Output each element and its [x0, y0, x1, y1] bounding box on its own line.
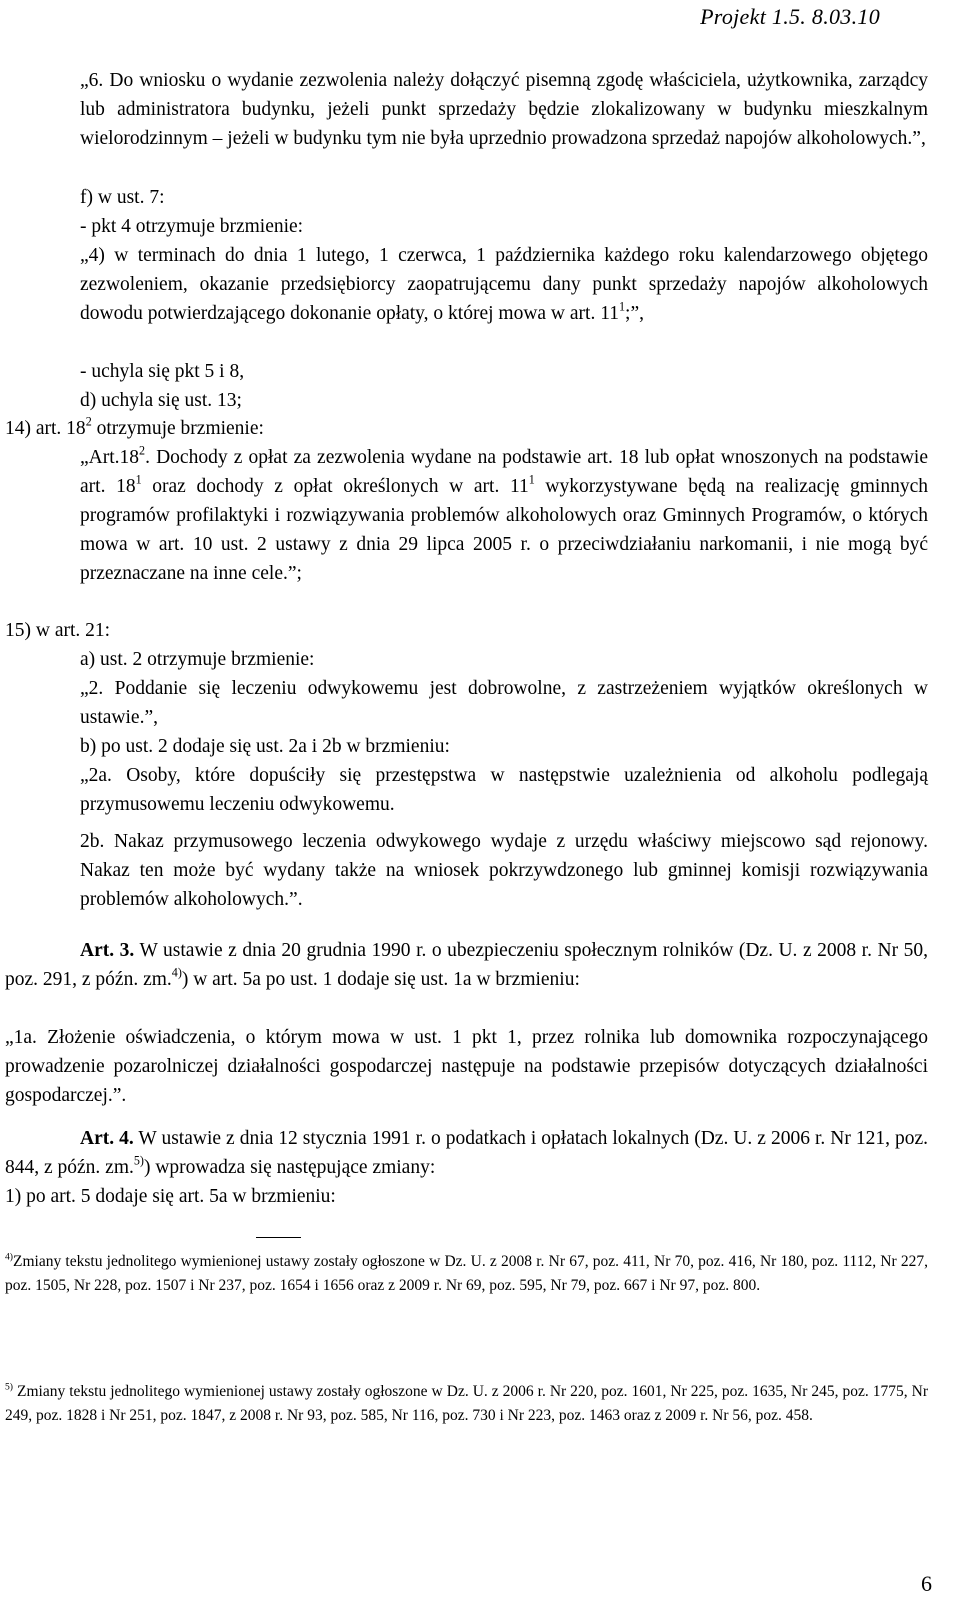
footnote-4-mark: 4): [5, 1251, 13, 1263]
item-f: f) w ust. 7:: [80, 187, 165, 208]
item-15: 15) w art. 21:: [5, 620, 111, 641]
art-3: Art. 3. W ustawie z dnia 20 grudnia 1990 r. o ubezpieczeniu społecznym rolników (Dz. U. z 2008 r. Nr 50, poz. 291, z późn. zm.$^{4)}$) w art. 5a po ust. 1 dodaje się ust. 1a w brzmieniu:: [5, 940, 928, 990]
item-1: 1) po art. 5 dodaje się art. 5a w brzmieniu:: [5, 1186, 336, 1207]
page-number: 6: [921, 1571, 932, 1596]
art-4-label: Art. 4.: [80, 1128, 134, 1149]
footnote-4: $^{4)}$Zmiany tekstu jednolitego wymienionej ustawy zostały ogłoszone w Dz. U. z 2008 r. Nr 67, poz. 411, Nr 70, poz. 416, Nr 180, poz. 1112, Nr 227, poz. 1505, Nr 228, poz. 1507 i Nr 237, poz. 1654 i 1656 oraz z 2009 r. Nr 69, poz. 595, Nr 79, poz. 667 i Nr 97, poz. 800.: [5, 1251, 928, 1294]
ust-1a-text: „1a. Złożenie oświadczenia, o którym mowa w ust. 1 pkt 1, przez rolnika lub domownika rozpoczynającego prowadzenie pozarolniczej działalności gospodarczej następuje na podstawie przepisów dotyczących działalności gospodarczej.”.: [5, 1027, 928, 1106]
paragraph-6: „6. Do wniosku o wydanie zezwolenia należy dołączyć pisemną zgodę właściciela, użytkownika, zarządcy lub administratora budynku, jeżeli punkt sprzedaży będzie zlokalizowany w budynku mieszkalnym wielorodzinnym – jeżeli w budynku tym nie była uprzednio prowadzona sprzedaż napojów alkoholowych.”,: [80, 70, 928, 149]
ust-2-text: „2. Poddanie się leczeniu odwykowemu jest dobrowolne, z zastrzeżeniem wyjątków określonych w ustawie.”,: [80, 678, 928, 728]
project-header: Projekt 1.5. 8.03.10: [700, 4, 880, 29]
item-b: b) po ust. 2 dodaje się ust. 2a i 2b w brzmieniu:: [80, 736, 450, 757]
art-18-2-text: $„Art.18^2$. Dochody z opłat za zezwolenia wydane na podstawie art. 18 lub opłat wnoszonych na podstawie art. $18^1$ oraz dochody z opłat określonych w art. $11^1$ wykorzystywane będą na realizację gminnych programów profilaktyki i rozwiązywania problemów alkoholowych oraz Gminnych Programów, o których mowa w art. 10 ust. 2 ustawy z dnia 29 lipca 2005 r. o przeciwdziałaniu narkomanii, i nie mogą być przeznaczane na inne cele.”;: [80, 443, 928, 584]
art-4: Art. 4. W ustawie z dnia 12 stycznia 1991 r. o podatkach i opłatach lokalnych (Dz. U. z 2006 r. Nr 121, poz. 844, z późn. zm.$^{5)}$) wprowadza się następujące zmiany:: [5, 1128, 929, 1178]
item-14: 14) art. $18^2$ otrzymuje brzmienie:: [5, 414, 264, 439]
item-uchyla-pkt: - uchyla się pkt 5 i 8,: [80, 361, 245, 382]
footnote-5: $^{5)}$ Zmiany tekstu jednolitego wymienionej ustawy zostały ogłoszone w Dz. U. z 2006 r. Nr 220, poz. 1601, Nr 225, poz. 1635, Nr 245, poz. 1775, Nr 249, poz. 1828 i Nr 251, poz. 1847, z 2008 r. Nr 93, poz. 585, Nr 116, poz. 730 i Nr 223, poz. 1463 oraz z 2009 r. Nr 56, poz. 458.: [5, 1381, 928, 1424]
item-a: a) ust. 2 otrzymuje brzmienie:: [80, 649, 315, 670]
ust-2b-text: 2b. Nakaz przymusowego leczenia odwykowego wydaje z urzędu właściwy miejscowo sąd rejonowy. Nakaz ten może być wydany także na wniosek pokrzywdzonego lub gminnej komisji rozwiązywania problemów alkoholowych.”.: [80, 831, 928, 910]
item-pkt4-intro: - pkt 4 otrzymuje brzmienie:: [80, 216, 304, 237]
item-pkt4-text: „4) w terminach do dnia 1 lutego, 1 czerwca, 1 października każdego roku kalendarzowego objętego zezwoleniem, okazanie przedsiębiorcy zaopatrującemu dany punkt sprzedaży napojów alkoholowych dowodu potwierdzającego dokonanie opłaty, o której mowa w art. $11^1$;”,: [80, 245, 928, 324]
ust-2a-text: „2a. Osoby, które dopuściły się przestępstwa w następstwie uzależnienia od alkoholu podlegają przymusowemu leczeniu odwykowemu.: [80, 765, 928, 815]
footnote-separator: [256, 1237, 301, 1238]
art-3-label: Art. 3.: [80, 940, 135, 961]
footnote-5-mark: 5): [5, 1381, 13, 1393]
item-d: d) uchyla się ust. 13;: [80, 390, 242, 411]
